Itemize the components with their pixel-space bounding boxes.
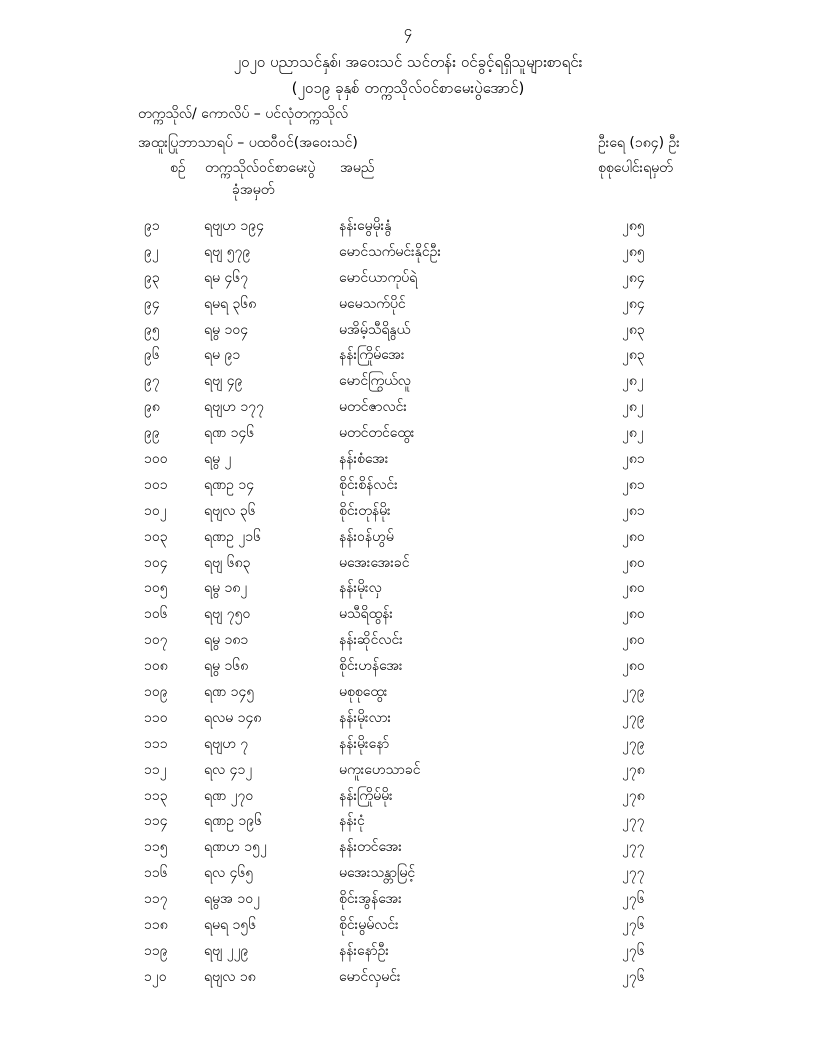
total-marks: ၂၈၄ (622, 295, 645, 312)
roll-number: ရဗျလ ၃၆ (204, 502, 256, 519)
row-number: ၉၁ (144, 218, 160, 234)
student-name: မစုစုထွေး (339, 684, 388, 701)
header-no: စဉ် (170, 160, 186, 176)
row-number: ၁၀၁ (144, 476, 168, 493)
table-row (0, 964, 816, 990)
header-roll-line2: ခုံအမှတ် (232, 182, 275, 198)
table-row (0, 446, 816, 472)
roll-number: ရမွ ၁၀၄ (204, 321, 249, 338)
total-marks: ၂၈၀ (622, 554, 645, 571)
student-name: မမေသက်ပိုင် (339, 295, 406, 312)
student-name: နန်းစံအေး (339, 451, 389, 468)
total-marks: ၂၈၂ (622, 425, 644, 442)
student-name: မောင်ကြွယ်လူ (339, 373, 411, 390)
student-name: စိုင်းမွမ်လင်း (339, 917, 399, 934)
table-row (0, 550, 816, 576)
total-marks: ၂၇၆ (622, 917, 645, 934)
roll-number: ရဏ ၁၄၆ (204, 425, 255, 442)
total-marks: ၂၇၇ (622, 813, 645, 830)
student-name: မသီရိထွန်း (339, 606, 393, 623)
row-number: ၁၀၆ (144, 606, 168, 623)
row-number: ၁၁၂ (144, 761, 167, 778)
row-number: ၁၁၄ (144, 813, 168, 830)
row-number: ၉၄ (144, 295, 160, 312)
total-marks: ၂၇၈ (622, 787, 645, 804)
row-number: ၁၀၄ (144, 554, 168, 571)
row-number: ၉၉ (144, 425, 160, 442)
total-marks: ၂၈၀ (622, 528, 645, 545)
row-number: ၉၈ (144, 399, 160, 416)
table-row (0, 291, 816, 317)
table-row (0, 679, 816, 705)
row-number: ၉၆ (144, 347, 160, 364)
row-number: ၉၅ (144, 321, 160, 338)
student-name: နန်းမိုးလား (339, 709, 392, 726)
header-marks: စုစုပေါင်းရမှတ် (598, 160, 673, 176)
total-marks: ၂၈၅ (622, 218, 645, 234)
roll-number: ရဗျ ၆၈၃ (204, 554, 251, 571)
major-line: အထူးပြုဘာသာရပ် – ပထဝီဝင်(အဝေးသင်) (138, 135, 358, 151)
table-row (0, 808, 816, 834)
total-marks: ၂၈၃ (622, 347, 645, 364)
row-number: ၁၁၃ (144, 787, 168, 804)
student-name: မကူးဟေသာခင် (339, 761, 421, 778)
roll-number: ရဏ ၂၇၀ (204, 787, 254, 804)
roll-number: ရဗျဟ ၁၉၄ (204, 218, 265, 234)
total-marks: ၂၇၇ (622, 839, 645, 856)
roll-number: ရမရ ၁၅၆ (204, 917, 257, 934)
total-marks: ၂၈၅ (622, 243, 645, 260)
student-name: နန်းဆိုင်လင်း (339, 632, 403, 649)
total-marks: ၂၈၁ (622, 451, 645, 468)
total-marks: ၂၇၈ (622, 761, 645, 778)
student-name: မောင်သက်မင်းနိုင်ဦး (339, 243, 441, 260)
table-row (0, 498, 816, 524)
row-number: ၉၇ (144, 373, 160, 390)
student-name: မတင်တင်ထွေး (339, 425, 415, 442)
row-number: ၁၂၀ (144, 968, 167, 985)
roll-number: ရမ ၄၆၇ (204, 269, 249, 286)
row-number: ၁၀၀ (144, 451, 168, 468)
table-row (0, 783, 816, 809)
table-row (0, 368, 816, 394)
table-row (0, 731, 816, 757)
row-number: ၁၀၂ (144, 502, 167, 519)
roll-number: ရဗျဟ ၁၇၇ (204, 399, 265, 416)
total-marks: ၂၇၆ (622, 891, 645, 908)
student-name: နန်းမိုးလှ (339, 580, 382, 597)
row-number: ၁၁၀ (144, 709, 168, 726)
student-name: စိုင်းဟန်အေး (339, 658, 403, 675)
university-line: တက္ကသိုလ်/ ကောလိပ် – ပင်လုံတက္ကသိုလ် (138, 106, 349, 122)
page-number: ၄ (403, 22, 413, 40)
table-row (0, 886, 816, 912)
table-row (0, 213, 816, 239)
student-name: နန်းမွေမိုးနွံ (339, 218, 392, 234)
document-title: ၂၀၂၀ ပညာသင်နှစ်၊ အဝေးသင် သင်တန်း ဝင်ခွင့်ရရှိသူများစာရင်း (233, 53, 583, 71)
roll-number: ရမ ၉၁ (204, 347, 241, 364)
table-row (0, 757, 816, 783)
roll-number: ရဗျဟ ၇ (204, 735, 249, 752)
roll-number: ရဏဥ ၁၄ (204, 476, 255, 493)
student-name: မအေးအေးခင် (339, 554, 410, 571)
total-marks: ၂၈၂ (622, 399, 644, 416)
total-marks: ၂၈၄ (622, 269, 645, 286)
table-row (0, 653, 816, 679)
row-number: ၁၁၁ (144, 735, 168, 752)
table-row (0, 834, 816, 860)
total-marks: ၂၈၁ (622, 476, 645, 493)
total-marks: ၂၈၀ (622, 658, 645, 675)
row-number: ၁၀၉ (144, 684, 168, 701)
student-name: နန်းနော်ဦး (339, 942, 389, 959)
table-row (0, 239, 816, 265)
roll-number: ရမွ ၁၆၈ (204, 658, 249, 675)
roll-number: ရမွ ၂ (204, 451, 232, 468)
row-number: ၁၀၃ (144, 528, 168, 545)
roll-number: ရမရ ၃၆၈ (204, 295, 257, 312)
cutoff-count: ဦးရေ (၁၈၄) ဦး (598, 135, 680, 151)
roll-number: ရဏဥ ၂၁၆ (204, 528, 261, 545)
student-name: နန်းတင်အေး (339, 839, 402, 856)
total-marks: ၂၇၉ (622, 684, 645, 701)
total-marks: ၂၈၀ (622, 580, 645, 597)
table-row (0, 601, 816, 627)
row-number: ၁၁၉ (144, 942, 168, 959)
table-row (0, 705, 816, 731)
table-row (0, 317, 816, 343)
student-name: မောင်လှမင်း (339, 968, 401, 985)
roll-number: ရဗျ ၅၇၉ (204, 243, 251, 260)
student-name: နန်းမိုးနော် (339, 735, 390, 752)
table-row (0, 420, 816, 446)
total-marks: ၂၈၂ (622, 373, 644, 390)
roll-number: ရဗျ ၇၅၀ (204, 606, 251, 623)
student-name: မောင်ယာကုပ်ရဲ (339, 269, 418, 286)
total-marks: ၂၇၆ (622, 942, 645, 959)
roll-number: ရလ ၄၁၂ (204, 761, 253, 778)
student-name: စိုင်းတုန်မိုး (339, 502, 391, 519)
student-name: မအေးသန္တာမြင့် (339, 865, 416, 882)
student-name: နန်းကြိုမ်မိုး (339, 787, 393, 804)
student-name: မတင်ဇာလင်း (339, 399, 407, 416)
table-row (0, 265, 816, 291)
student-name: နန်းဝန်ဟွမ် (339, 528, 394, 545)
table-row (0, 524, 816, 550)
header-roll: တက္ကသိုလ်ဝင်စာမေးပွဲ (205, 160, 316, 176)
roll-number: ရဗျ ၂၂၉ (204, 942, 249, 959)
total-marks: ၂၈၁ (622, 502, 645, 519)
roll-number: ရမွ ၁၈၂ (204, 580, 248, 597)
row-number: ၁၁၆ (144, 865, 168, 882)
roll-number: ရဗျလ ၁၈ (204, 968, 256, 985)
table-row (0, 938, 816, 964)
table-row (0, 394, 816, 420)
row-number: ၁၁၇ (144, 891, 168, 908)
table-row (0, 472, 816, 498)
total-marks: ၂၈၀ (622, 606, 645, 623)
student-name: စိုင်းစိန်လင်း (339, 476, 398, 493)
total-marks: ၂၇၆ (622, 968, 645, 985)
roll-number: ရမွအ ၁၀၂ (204, 891, 260, 908)
student-name: စိုင်းအွန်အေး (339, 891, 402, 908)
header-name: အမည် (340, 160, 375, 176)
document-subtitle: (၂၀၁၉ ခုနှစ် တက္ကသိုလ်ဝင်စာမေးပွဲအောင်) (291, 79, 525, 97)
total-marks: ၂၇၉ (622, 709, 645, 726)
row-number: ၉၃ (144, 269, 160, 286)
total-marks: ၂၇၉ (622, 735, 645, 752)
row-number: ၉၂ (144, 243, 159, 260)
roll-number: ရလမ ၁၄၈ (204, 709, 262, 726)
roll-number: ရဗျ ၄၉ (204, 373, 243, 390)
student-name: နန်းငုံ (339, 813, 365, 830)
table-row (0, 912, 816, 938)
total-marks: ၂၈၀ (622, 632, 645, 649)
student-name: နန်းကြိုမ်အေး (339, 347, 405, 364)
row-number: ၁၁၈ (144, 917, 168, 934)
student-name: မအိမ့်သီရိနွယ် (339, 321, 411, 338)
total-marks: ၂၇၇ (622, 865, 645, 882)
roll-number: ရဏ ၁၄၅ (204, 684, 255, 701)
row-number: ၁၀၈ (144, 658, 168, 675)
roll-number: ရမွ ၁၈၁ (204, 632, 249, 649)
row-number: ၁၀၅ (144, 580, 168, 597)
table-row (0, 860, 816, 886)
roll-number: ရဏဟ ၁၅၂ (204, 839, 267, 856)
roll-number: ရလ ၄၆၅ (204, 865, 254, 882)
row-number: ၁၀၇ (144, 632, 168, 649)
total-marks: ၂၈၃ (622, 321, 645, 338)
table-row (0, 575, 816, 601)
results-table (0, 213, 816, 990)
table-row (0, 342, 816, 368)
roll-number: ရဏဥ ၁၉၆ (204, 813, 262, 830)
row-number: ၁၁၅ (144, 839, 168, 856)
table-row (0, 627, 816, 653)
